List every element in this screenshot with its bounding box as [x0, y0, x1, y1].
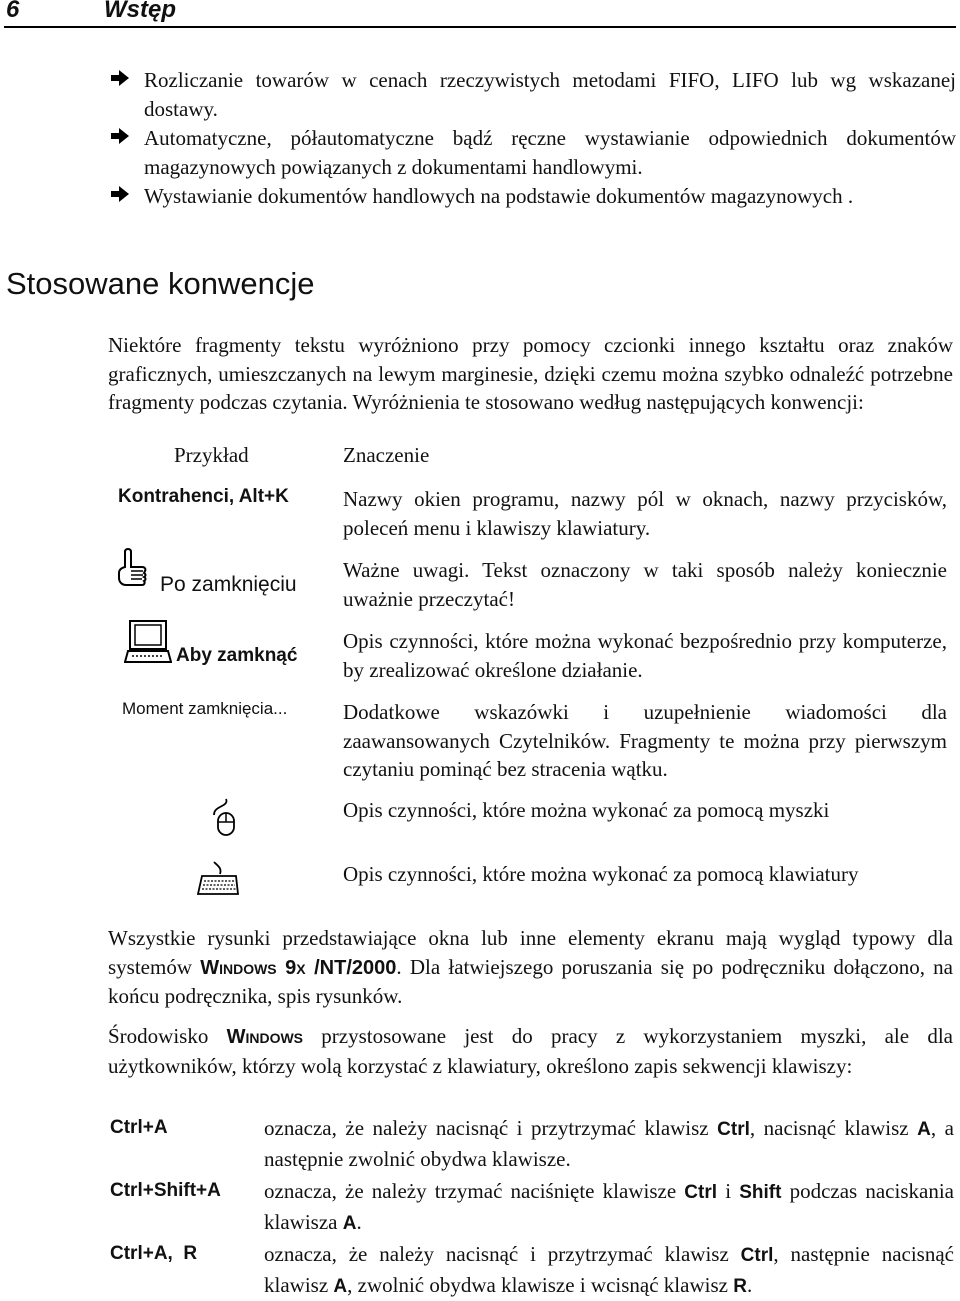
- key-combo-label: Ctrl+Shift+A: [110, 1180, 221, 1201]
- column-header-meaning: Znaczenie: [343, 443, 430, 467]
- arrow-bullet-icon: [110, 127, 130, 145]
- meaning-important-note: Ważne uwagi. Tekst oznaczony w taki sposób należy koniecznie uważnie przeczytać!: [343, 558, 947, 611]
- intro-paragraph: Niektóre fragmenty tekstu wyróżniono przy pomocy czcionki innego kształtu oraz znaków graficznych, umieszczanych na lewym marginesie, dzięki czemu można szybko odnaleźć potrzebne fragmenty podczas czytania. Wyróżnienia te stosowano według następujących konwencji:: [108, 333, 953, 414]
- keyboard-paragraph: Środowisko Windows przystosowane jest do pracy z wykorzystaniem myszki, ale dla użytkowników, którzy wolą korzystać z klawiatury, określono zapis sekwencji klawiszy:: [108, 1024, 953, 1078]
- list-item: Rozliczanie towarów w cenach rzeczywistych metodami FIFO, LIFO lub wg wskazanej dostawy.: [110, 66, 956, 124]
- key-combo-description: oznacza, że należy nacisnąć i przytrzymać klawisz Ctrl, nacisnąć klawisz A, a następnie zwolnić obydwa klawisze.: [264, 1116, 954, 1171]
- example-important-note: Po zamknięciu: [160, 573, 297, 596]
- meaning-window-names: Nazwy okien programu, nazwy pól w oknach, nazwy przycisków, poleceń menu i klawiszy klawiatury.: [343, 487, 947, 540]
- arrow-bullet-icon: [110, 185, 130, 203]
- keyboard-icon: [196, 860, 240, 898]
- meaning-mouse-action: Opis czynności, które można wykonać za pomocą myszki: [343, 798, 830, 822]
- meaning-advanced-tip: Dodatkowe wskazówki i uzupełnienie wiadomości dla zaawansowanych Czytelników. Fragmenty te można przy pierwszym czytaniu pominąć bez stracenia wątku.: [343, 700, 947, 781]
- list-item: Automatyczne, półautomatyczne bądź ręczne wystawianie odpowiednich dokumentów magazynowych powiązanych z dokumentami handlowymi.: [110, 124, 956, 182]
- feature-list: [110, 66, 956, 211]
- example-action-at-computer: Aby zamknąć: [176, 645, 298, 666]
- system-name: Windows: [226, 1026, 304, 1048]
- key-combo-description: oznacza, że należy trzymać naciśnięte klawisze Ctrl i Shift podczas naciskania klawisza A.: [264, 1179, 954, 1234]
- key-combo-description: oznacza, że należy nacisnąć i przytrzymać klawisz Ctrl, następnie nacisnąć klawisz A, zwolnić obydwa klawisze i wcisnąć klawisz R.: [264, 1242, 954, 1297]
- figures-paragraph: Wszystkie rysunki przedstawiające okna lub inne elementy ekranu mają wygląd typowy dla systemów Windows 9x /NT/2000. Dla łatwiejszego poruszania się po podręczniku dołączono, na końcu podręcznika, spis rysunków.: [108, 926, 953, 1008]
- page-number: 6: [6, 0, 20, 23]
- section-heading: Stosowane konwencje: [6, 266, 315, 301]
- computer-icon: [124, 619, 172, 665]
- example-window-names: Kontrahenci, Alt+K: [118, 486, 289, 507]
- arrow-bullet-icon: [110, 69, 130, 87]
- mouse-icon: [206, 797, 238, 837]
- column-header-example: Przykład: [174, 443, 249, 467]
- meaning-action-at-computer: Opis czynności, które można wykonać bezpośrednio przy komputerze, by zrealizować określone działanie.: [343, 629, 947, 682]
- chapter-title: Wstęp: [104, 0, 176, 23]
- list-item: Wystawianie dokumentów handlowych na podstawie dokumentów magazynowych .: [110, 182, 956, 211]
- page-header: [4, 0, 956, 28]
- key-combo-label: Ctrl+A, R: [110, 1243, 198, 1264]
- system-name: Windows 9x /NT/2000: [200, 956, 397, 979]
- meaning-keyboard-action: Opis czynności, które można wykonać za pomocą klawiatury: [343, 862, 859, 886]
- pointing-hand-icon: [116, 547, 150, 593]
- example-advanced-tip: Moment zamknięcia...: [122, 699, 288, 718]
- key-combo-label: Ctrl+A: [110, 1117, 168, 1138]
